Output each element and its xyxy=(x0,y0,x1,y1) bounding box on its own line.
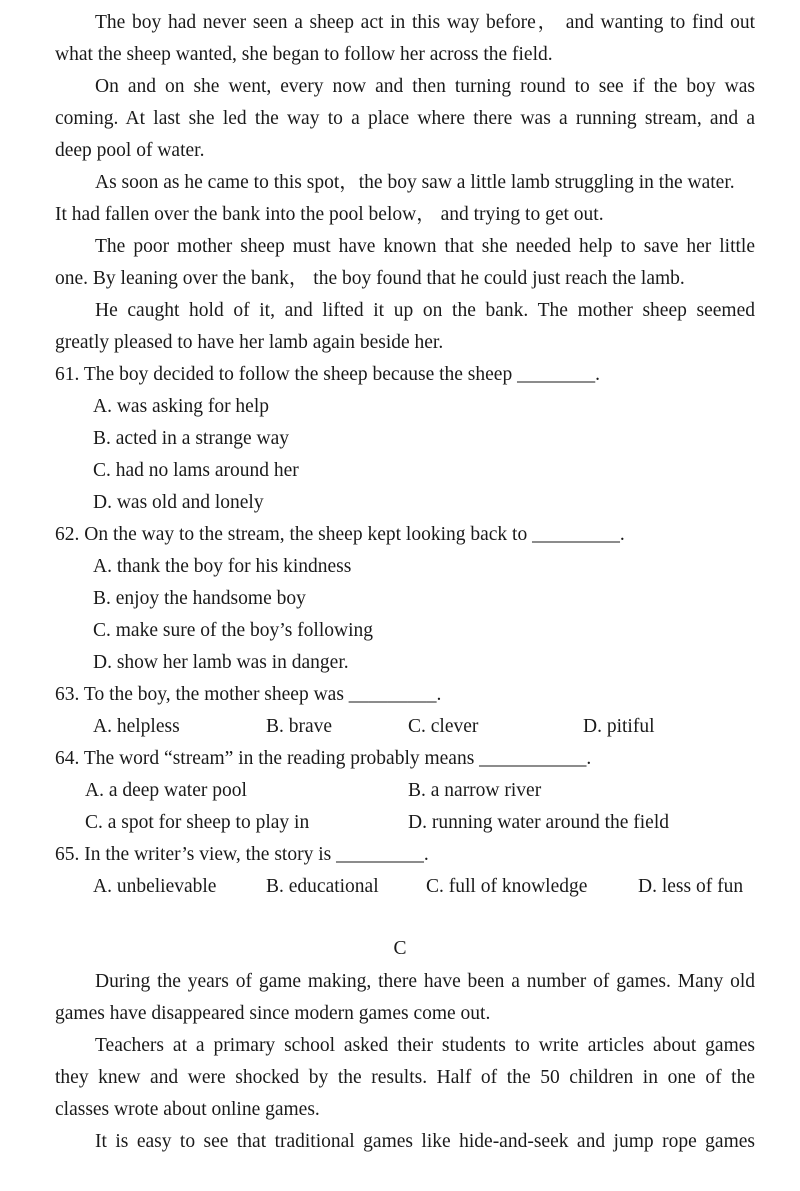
question-62-option-d: D. show her lamb was in danger. xyxy=(93,652,349,673)
question-65-option-b: B. educational xyxy=(266,876,379,897)
question-64-stem: 64. The word “stream” in the reading probably means ___________. xyxy=(55,748,592,769)
passage-line: The poor mother sheep must have known that she needed help to save her little xyxy=(95,236,755,257)
question-65-option-a: A. unbelievable xyxy=(93,876,217,897)
question-64-option-b: B. a narrow river xyxy=(408,780,542,801)
passage-line: what the sheep wanted, she began to follow her across the field. xyxy=(55,44,553,65)
question-64-option-c: C. a spot for sheep to play in xyxy=(85,812,310,833)
passage-line: deep pool of water. xyxy=(55,140,205,161)
question-65-option-d: D. less of fun xyxy=(638,876,744,897)
question-61-option-b: B. acted in a strange way xyxy=(93,428,290,449)
question-63-option-b: B. brave xyxy=(266,716,333,737)
question-64-option-d: D. running water around the field xyxy=(408,812,670,833)
passage-line: As soon as he came to this spot，the boy saw a little lamb struggling in the water. xyxy=(95,172,735,193)
passage-line: It had fallen over the bank into the pool below， and trying to get out. xyxy=(55,204,604,225)
passage-line: classes wrote about online games. xyxy=(55,1099,320,1120)
question-64-option-a: A. a deep water pool xyxy=(85,780,247,801)
question-65-stem: 65. In the writer’s view, the story is _________. xyxy=(55,844,429,865)
passage-line: On and on she went, every now and then turning round to see if the boy was xyxy=(95,76,755,97)
passage-line: It is easy to see that traditional games like hide-and-seek and jump rope games xyxy=(95,1131,755,1152)
question-62-stem: 62. On the way to the stream, the sheep kept looking back to _________. xyxy=(55,524,625,545)
question-62-option-c: C. make sure of the boy’s following xyxy=(93,620,373,641)
passage-line: one. By leaning over the bank， the boy found that he could just reach the lamb. xyxy=(55,268,685,289)
question-62-option-b: B. enjoy the handsome boy xyxy=(93,588,306,609)
passage-line: He caught hold of it, and lifted it up on the bank. The mother sheep seemed xyxy=(95,300,755,321)
question-63-option-a: A. helpless xyxy=(93,716,180,737)
question-61-option-c: C. had no lams around her xyxy=(93,460,299,481)
question-61-stem: 61. The boy decided to follow the sheep because the sheep ________. xyxy=(55,364,600,385)
question-61-option-d: D. was old and lonely xyxy=(93,492,264,513)
passage-line: games have disappeared since modern games come out. xyxy=(55,1003,491,1024)
passage-line: they knew and were shocked by the results. Half of the 50 children in one of the xyxy=(55,1067,755,1088)
question-65-option-c: C. full of knowledge xyxy=(426,876,588,897)
section-heading: C xyxy=(393,938,407,959)
question-63-stem: 63. To the boy, the mother sheep was _________. xyxy=(55,684,442,705)
passage-line: greatly pleased to have her lamb again beside her. xyxy=(55,332,444,353)
passage-line: coming. At last she led the way to a place where there was a running stream, and a xyxy=(55,108,755,129)
passage-line: During the years of game making, there have been a number of games. Many old xyxy=(95,971,755,992)
passage-line: Teachers at a primary school asked their students to write articles about games xyxy=(95,1035,755,1056)
passage-line: The boy had never seen a sheep act in this way before， and wanting to find out xyxy=(95,12,755,33)
question-61-option-a: A. was asking for help xyxy=(93,396,270,417)
question-62-option-a: A. thank the boy for his kindness xyxy=(93,556,352,577)
question-63-option-d: D. pitiful xyxy=(583,716,655,737)
question-63-option-c: C. clever xyxy=(408,716,479,737)
